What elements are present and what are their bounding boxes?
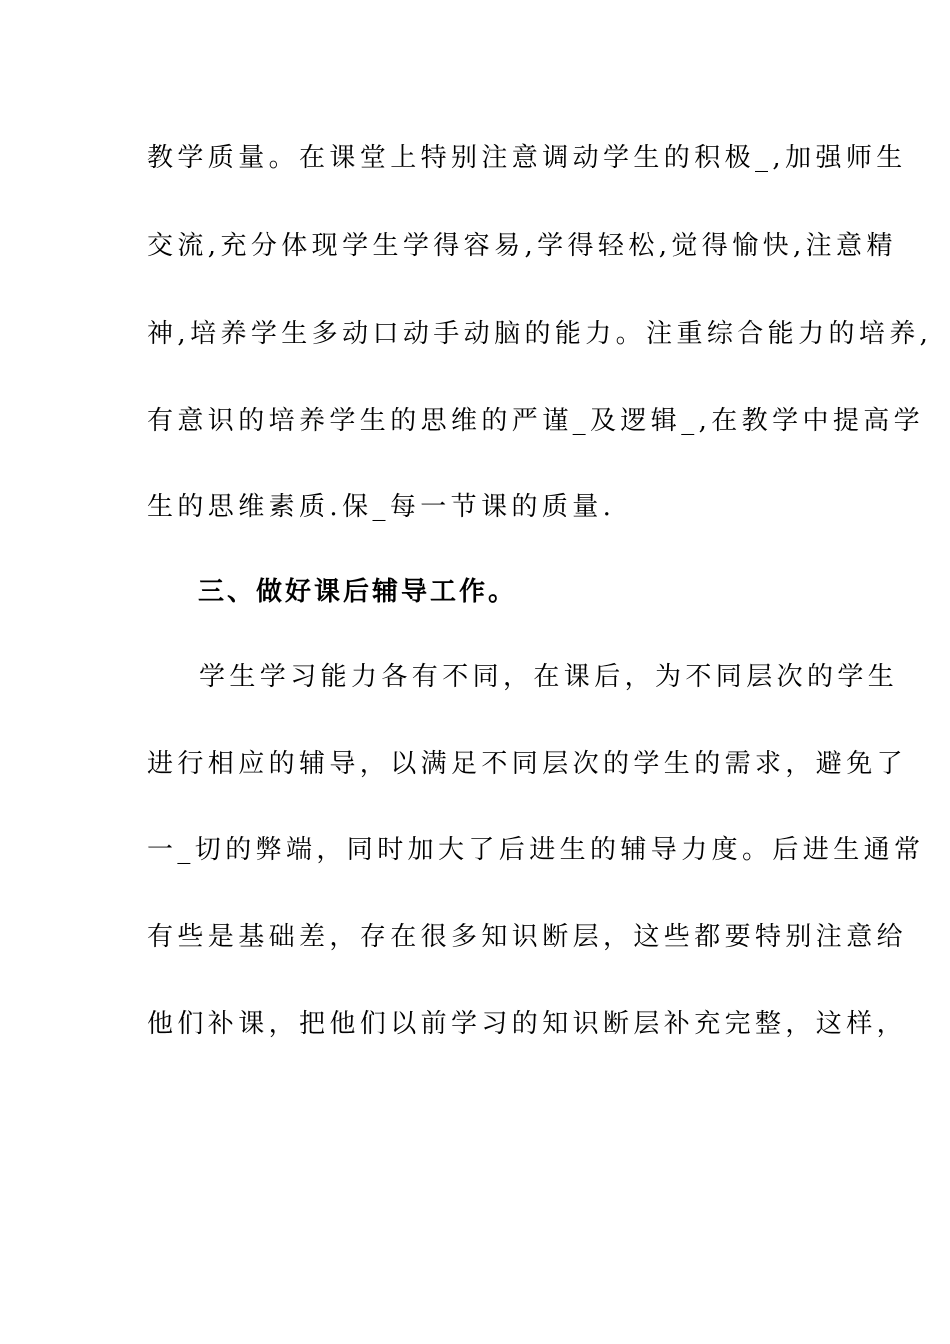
paragraph-line: 有意识的培养学生的思维的严谨_及逻辑_,在教学中提高学 bbox=[147, 406, 925, 436]
paragraph-line: 神,培养学生多动口动手动脑的能力。注重综合能力的培养, bbox=[147, 319, 933, 349]
paragraph-line: 生的思维素质.保_每一节课的质量. bbox=[147, 492, 616, 522]
paragraph-line: 进行相应的辅导，以满足不同层次的学生的需求，避免了 bbox=[147, 749, 908, 779]
paragraph-line: 交流,充分体现学生学得容易,学得轻松,觉得愉快,注意精 bbox=[147, 231, 897, 261]
paragraph-line: 学生学习能力各有不同，在课后，为不同层次的学生 bbox=[199, 662, 899, 692]
paragraph-line: 有些是基础差，存在很多知识断层，这些都要特别注意给 bbox=[147, 922, 908, 952]
paragraph-line: 一_切的弊端，同时加大了后进生的辅导力度。后进生通常 bbox=[147, 835, 925, 865]
section-heading: 三、做好课后辅导工作。 bbox=[198, 577, 518, 607]
paragraph-line: 教学质量。在课堂上特别注意调动学生的积极_,加强师生 bbox=[147, 143, 907, 173]
paragraph-line: 他们补课，把他们以前学习的知识断层补充完整，这样， bbox=[147, 1009, 908, 1039]
